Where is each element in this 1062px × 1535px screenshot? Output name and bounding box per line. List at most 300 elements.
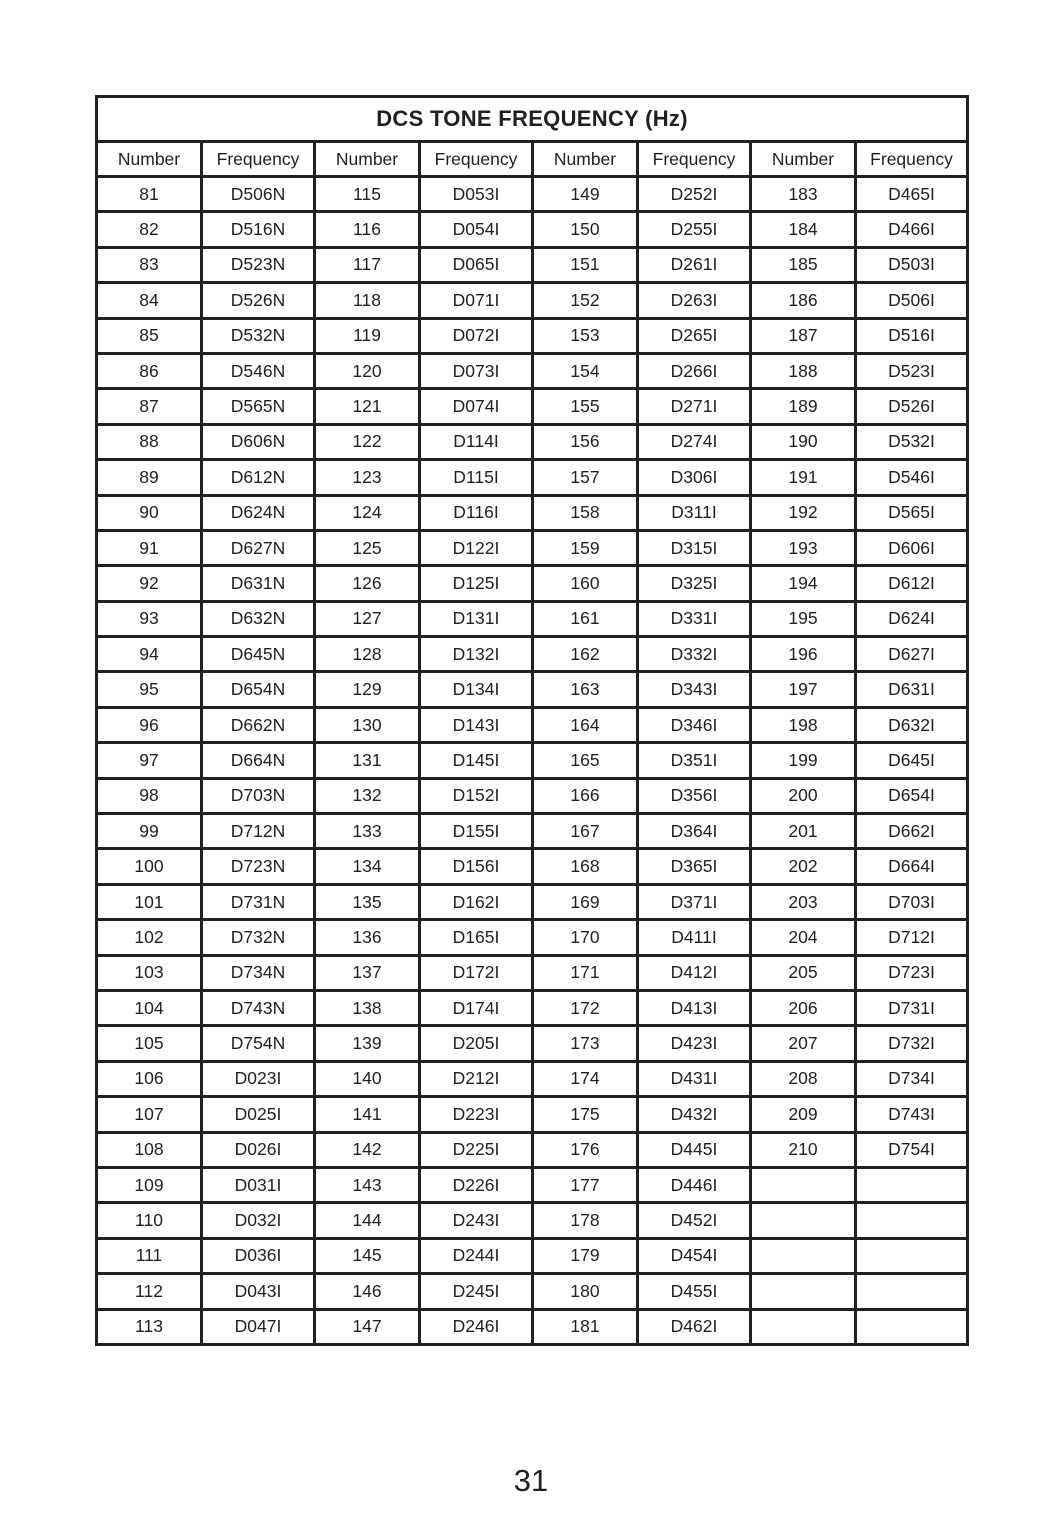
table-row <box>97 177 968 212</box>
table-row <box>97 955 968 990</box>
table-row <box>97 495 968 530</box>
number-cell: 173 <box>533 1026 638 1061</box>
frequency-cell: D351I <box>638 743 751 778</box>
number-cell: 81 <box>97 177 202 212</box>
frequency-cell: D114I <box>420 424 533 459</box>
table-row <box>97 743 968 778</box>
frequency-cell: D172I <box>420 955 533 990</box>
number-cell <box>751 1167 856 1202</box>
number-cell: 202 <box>751 849 856 884</box>
frequency-cell: D662N <box>202 707 315 742</box>
table-title-row <box>97 97 968 142</box>
number-cell: 112 <box>97 1274 202 1309</box>
frequency-cell: D754N <box>202 1026 315 1061</box>
frequency-cell: D703N <box>202 778 315 813</box>
frequency-cell: D065I <box>420 247 533 282</box>
frequency-cell: D311I <box>638 495 751 530</box>
number-cell: 153 <box>533 318 638 353</box>
number-cell: 94 <box>97 637 202 672</box>
table-row <box>97 672 968 707</box>
number-cell: 180 <box>533 1274 638 1309</box>
number-cell: 138 <box>315 990 420 1025</box>
number-cell: 152 <box>533 283 638 318</box>
frequency-cell: D332I <box>638 637 751 672</box>
frequency-cell: D445I <box>638 1132 751 1167</box>
frequency-cell: D731N <box>202 884 315 919</box>
frequency-cell: D423I <box>638 1026 751 1061</box>
number-cell: 141 <box>315 1097 420 1132</box>
number-cell: 183 <box>751 177 856 212</box>
number-cell: 174 <box>533 1061 638 1096</box>
frequency-cell: D271I <box>638 389 751 424</box>
column-header: Number <box>97 142 202 177</box>
number-cell: 164 <box>533 707 638 742</box>
number-cell: 179 <box>533 1238 638 1273</box>
number-cell: 125 <box>315 530 420 565</box>
number-cell: 111 <box>97 1238 202 1273</box>
table-row <box>97 601 968 636</box>
number-cell: 131 <box>315 743 420 778</box>
number-cell: 103 <box>97 955 202 990</box>
frequency-cell: D523I <box>856 353 968 388</box>
frequency-cell: D125I <box>420 566 533 601</box>
frequency-cell: D624I <box>856 601 968 636</box>
number-cell: 89 <box>97 460 202 495</box>
frequency-cell: D432I <box>638 1097 751 1132</box>
number-cell: 98 <box>97 778 202 813</box>
frequency-cell: D516I <box>856 318 968 353</box>
frequency-cell: D343I <box>638 672 751 707</box>
number-cell: 90 <box>97 495 202 530</box>
frequency-cell: D662I <box>856 814 968 849</box>
number-cell: 144 <box>315 1203 420 1238</box>
number-cell: 167 <box>533 814 638 849</box>
frequency-cell: D532I <box>856 424 968 459</box>
frequency-cell: D356I <box>638 778 751 813</box>
frequency-cell: D526I <box>856 389 968 424</box>
number-cell: 157 <box>533 460 638 495</box>
frequency-cell: D723I <box>856 955 968 990</box>
number-cell: 84 <box>97 283 202 318</box>
frequency-cell: D506N <box>202 177 315 212</box>
number-cell: 158 <box>533 495 638 530</box>
frequency-cell: D364I <box>638 814 751 849</box>
table-row <box>97 707 968 742</box>
frequency-cell: D462I <box>638 1309 751 1344</box>
frequency-cell: D743I <box>856 1097 968 1132</box>
number-cell: 97 <box>97 743 202 778</box>
table-row <box>97 1061 968 1096</box>
number-cell <box>751 1238 856 1273</box>
frequency-cell: D315I <box>638 530 751 565</box>
number-cell: 85 <box>97 318 202 353</box>
table-row <box>97 566 968 601</box>
frequency-cell: D506I <box>856 283 968 318</box>
frequency-cell: D565N <box>202 389 315 424</box>
table-row <box>97 424 968 459</box>
number-cell <box>751 1274 856 1309</box>
number-cell: 187 <box>751 318 856 353</box>
number-cell: 175 <box>533 1097 638 1132</box>
number-cell: 108 <box>97 1132 202 1167</box>
frequency-cell: D122I <box>420 530 533 565</box>
number-cell: 87 <box>97 389 202 424</box>
number-cell: 205 <box>751 955 856 990</box>
frequency-cell: D165I <box>420 920 533 955</box>
number-cell: 200 <box>751 778 856 813</box>
frequency-cell: D331I <box>638 601 751 636</box>
number-cell: 195 <box>751 601 856 636</box>
number-cell: 139 <box>315 1026 420 1061</box>
number-cell: 189 <box>751 389 856 424</box>
number-cell: 155 <box>533 389 638 424</box>
table-header-row <box>97 142 968 177</box>
number-cell: 172 <box>533 990 638 1025</box>
number-cell: 165 <box>533 743 638 778</box>
number-cell: 191 <box>751 460 856 495</box>
frequency-cell: D631N <box>202 566 315 601</box>
number-cell: 126 <box>315 566 420 601</box>
number-cell: 132 <box>315 778 420 813</box>
frequency-cell: D632I <box>856 707 968 742</box>
number-cell: 204 <box>751 920 856 955</box>
number-cell: 129 <box>315 672 420 707</box>
number-cell: 206 <box>751 990 856 1025</box>
frequency-cell: D413I <box>638 990 751 1025</box>
number-cell: 99 <box>97 814 202 849</box>
frequency-cell: D454I <box>638 1238 751 1273</box>
number-cell: 130 <box>315 707 420 742</box>
table-row <box>97 247 968 282</box>
frequency-cell: D743N <box>202 990 315 1025</box>
frequency-cell: D754I <box>856 1132 968 1167</box>
number-cell: 140 <box>315 1061 420 1096</box>
number-cell: 122 <box>315 424 420 459</box>
number-cell: 166 <box>533 778 638 813</box>
number-cell <box>751 1203 856 1238</box>
frequency-cell: D243I <box>420 1203 533 1238</box>
frequency-cell: D115I <box>420 460 533 495</box>
number-cell: 149 <box>533 177 638 212</box>
table-row <box>97 353 968 388</box>
number-cell: 192 <box>751 495 856 530</box>
frequency-cell: D612I <box>856 566 968 601</box>
number-cell: 178 <box>533 1203 638 1238</box>
column-header: Number <box>533 142 638 177</box>
number-cell: 92 <box>97 566 202 601</box>
frequency-cell: D071I <box>420 283 533 318</box>
number-cell: 82 <box>97 212 202 247</box>
number-cell: 96 <box>97 707 202 742</box>
frequency-cell: D074I <box>420 389 533 424</box>
frequency-cell: D226I <box>420 1167 533 1202</box>
frequency-cell: D446I <box>638 1167 751 1202</box>
number-cell: 184 <box>751 212 856 247</box>
number-cell: 201 <box>751 814 856 849</box>
number-cell: 100 <box>97 849 202 884</box>
number-cell: 188 <box>751 353 856 388</box>
number-cell: 117 <box>315 247 420 282</box>
frequency-cell: D565I <box>856 495 968 530</box>
frequency-cell: D155I <box>420 814 533 849</box>
frequency-cell: D712I <box>856 920 968 955</box>
frequency-cell: D431I <box>638 1061 751 1096</box>
frequency-cell: D131I <box>420 601 533 636</box>
frequency-cell: D412I <box>638 955 751 990</box>
table-title: DCS TONE FREQUENCY (Hz) <box>97 97 968 142</box>
frequency-cell: D466I <box>856 212 968 247</box>
frequency-cell: D546I <box>856 460 968 495</box>
frequency-cell: D703I <box>856 884 968 919</box>
frequency-cell: D532N <box>202 318 315 353</box>
frequency-cell: D732N <box>202 920 315 955</box>
frequency-cell: D465I <box>856 177 968 212</box>
frequency-cell: D731I <box>856 990 968 1025</box>
frequency-cell: D047I <box>202 1309 315 1344</box>
frequency-cell: D263I <box>638 283 751 318</box>
number-cell: 145 <box>315 1238 420 1273</box>
number-cell: 83 <box>97 247 202 282</box>
frequency-cell: D156I <box>420 849 533 884</box>
number-cell: 170 <box>533 920 638 955</box>
frequency-cell: D023I <box>202 1061 315 1096</box>
column-header: Number <box>751 142 856 177</box>
frequency-cell <box>856 1203 968 1238</box>
number-cell: 128 <box>315 637 420 672</box>
number-cell: 88 <box>97 424 202 459</box>
frequency-cell: D627I <box>856 637 968 672</box>
number-cell: 150 <box>533 212 638 247</box>
frequency-cell <box>856 1309 968 1344</box>
number-cell: 171 <box>533 955 638 990</box>
number-cell: 176 <box>533 1132 638 1167</box>
frequency-cell: D265I <box>638 318 751 353</box>
frequency-cell: D732I <box>856 1026 968 1061</box>
frequency-cell <box>856 1238 968 1273</box>
frequency-cell: D223I <box>420 1097 533 1132</box>
number-cell: 210 <box>751 1132 856 1167</box>
number-cell: 197 <box>751 672 856 707</box>
frequency-cell: D627N <box>202 530 315 565</box>
frequency-cell: D645I <box>856 743 968 778</box>
table-row <box>97 990 968 1025</box>
frequency-cell <box>856 1167 968 1202</box>
number-cell: 163 <box>533 672 638 707</box>
frequency-cell: D244I <box>420 1238 533 1273</box>
frequency-cell: D452I <box>638 1203 751 1238</box>
dcs-tone-frequency-table <box>95 95 969 1346</box>
frequency-cell: D734I <box>856 1061 968 1096</box>
number-cell: 121 <box>315 389 420 424</box>
frequency-cell: D143I <box>420 707 533 742</box>
frequency-cell: D255I <box>638 212 751 247</box>
number-cell: 185 <box>751 247 856 282</box>
frequency-cell: D346I <box>638 707 751 742</box>
number-cell: 95 <box>97 672 202 707</box>
number-cell: 118 <box>315 283 420 318</box>
frequency-cell <box>856 1274 968 1309</box>
frequency-cell: D631I <box>856 672 968 707</box>
frequency-cell: D043I <box>202 1274 315 1309</box>
frequency-cell: D306I <box>638 460 751 495</box>
frequency-cell: D162I <box>420 884 533 919</box>
number-cell: 208 <box>751 1061 856 1096</box>
number-cell: 86 <box>97 353 202 388</box>
column-header: Frequency <box>856 142 968 177</box>
table-row <box>97 1203 968 1238</box>
number-cell: 198 <box>751 707 856 742</box>
number-cell: 186 <box>751 283 856 318</box>
frequency-cell: D261I <box>638 247 751 282</box>
number-cell: 101 <box>97 884 202 919</box>
frequency-cell: D145I <box>420 743 533 778</box>
number-cell: 203 <box>751 884 856 919</box>
number-cell: 107 <box>97 1097 202 1132</box>
number-cell: 190 <box>751 424 856 459</box>
number-cell: 115 <box>315 177 420 212</box>
number-cell: 199 <box>751 743 856 778</box>
frequency-cell: D134I <box>420 672 533 707</box>
number-cell: 135 <box>315 884 420 919</box>
frequency-cell: D526N <box>202 283 315 318</box>
table-row <box>97 814 968 849</box>
number-cell: 109 <box>97 1167 202 1202</box>
frequency-cell: D723N <box>202 849 315 884</box>
frequency-cell: D712N <box>202 814 315 849</box>
number-cell: 161 <box>533 601 638 636</box>
number-cell: 133 <box>315 814 420 849</box>
frequency-cell: D664N <box>202 743 315 778</box>
table-row <box>97 530 968 565</box>
number-cell: 159 <box>533 530 638 565</box>
number-cell: 91 <box>97 530 202 565</box>
frequency-cell: D225I <box>420 1132 533 1167</box>
number-cell: 162 <box>533 637 638 672</box>
column-header: Frequency <box>638 142 751 177</box>
number-cell: 156 <box>533 424 638 459</box>
number-cell: 194 <box>751 566 856 601</box>
number-cell: 123 <box>315 460 420 495</box>
frequency-cell: D266I <box>638 353 751 388</box>
table-row <box>97 460 968 495</box>
frequency-cell: D205I <box>420 1026 533 1061</box>
frequency-cell: D371I <box>638 884 751 919</box>
number-cell: 104 <box>97 990 202 1025</box>
table-row <box>97 1132 968 1167</box>
table-row <box>97 1274 968 1309</box>
table-body <box>97 177 968 1345</box>
frequency-cell: D455I <box>638 1274 751 1309</box>
number-cell: 209 <box>751 1097 856 1132</box>
frequency-cell: D632N <box>202 601 315 636</box>
table-row <box>97 1097 968 1132</box>
table-row <box>97 212 968 247</box>
number-cell: 177 <box>533 1167 638 1202</box>
number-cell: 113 <box>97 1309 202 1344</box>
frequency-cell: D026I <box>202 1132 315 1167</box>
number-cell: 154 <box>533 353 638 388</box>
frequency-cell: D411I <box>638 920 751 955</box>
frequency-cell: D606N <box>202 424 315 459</box>
frequency-cell: D054I <box>420 212 533 247</box>
number-cell: 116 <box>315 212 420 247</box>
number-cell <box>751 1309 856 1344</box>
number-cell: 169 <box>533 884 638 919</box>
frequency-cell: D032I <box>202 1203 315 1238</box>
number-cell: 196 <box>751 637 856 672</box>
number-cell: 193 <box>751 530 856 565</box>
frequency-cell: D152I <box>420 778 533 813</box>
table-row <box>97 1026 968 1061</box>
frequency-cell: D516N <box>202 212 315 247</box>
number-cell: 136 <box>315 920 420 955</box>
frequency-cell: D612N <box>202 460 315 495</box>
frequency-cell: D031I <box>202 1167 315 1202</box>
number-cell: 137 <box>315 955 420 990</box>
frequency-cell: D245I <box>420 1274 533 1309</box>
frequency-cell: D053I <box>420 177 533 212</box>
table-row <box>97 637 968 672</box>
frequency-cell: D174I <box>420 990 533 1025</box>
number-cell: 119 <box>315 318 420 353</box>
frequency-cell: D325I <box>638 566 751 601</box>
number-cell: 146 <box>315 1274 420 1309</box>
frequency-cell: D212I <box>420 1061 533 1096</box>
number-cell: 134 <box>315 849 420 884</box>
frequency-cell: D025I <box>202 1097 315 1132</box>
table-row <box>97 318 968 353</box>
table-row <box>97 283 968 318</box>
number-cell: 106 <box>97 1061 202 1096</box>
frequency-cell: D645N <box>202 637 315 672</box>
number-cell: 181 <box>533 1309 638 1344</box>
frequency-cell: D503I <box>856 247 968 282</box>
frequency-cell: D624N <box>202 495 315 530</box>
number-cell: 151 <box>533 247 638 282</box>
number-cell: 160 <box>533 566 638 601</box>
number-cell: 93 <box>97 601 202 636</box>
number-cell: 147 <box>315 1309 420 1344</box>
column-header: Frequency <box>420 142 533 177</box>
number-cell: 142 <box>315 1132 420 1167</box>
frequency-cell: D274I <box>638 424 751 459</box>
table-row <box>97 849 968 884</box>
number-cell: 102 <box>97 920 202 955</box>
number-cell: 120 <box>315 353 420 388</box>
number-cell: 127 <box>315 601 420 636</box>
table-row <box>97 778 968 813</box>
number-cell: 110 <box>97 1203 202 1238</box>
frequency-cell: D523N <box>202 247 315 282</box>
number-cell: 143 <box>315 1167 420 1202</box>
number-cell: 124 <box>315 495 420 530</box>
page-number: 31 <box>513 1463 549 1498</box>
frequency-cell: D546N <box>202 353 315 388</box>
table-row <box>97 1309 968 1344</box>
frequency-cell: D606I <box>856 530 968 565</box>
table-row <box>97 920 968 955</box>
table-row <box>97 389 968 424</box>
number-cell: 105 <box>97 1026 202 1061</box>
frequency-cell: D664I <box>856 849 968 884</box>
column-header: Frequency <box>202 142 315 177</box>
frequency-cell: D734N <box>202 955 315 990</box>
frequency-cell: D654N <box>202 672 315 707</box>
table-row <box>97 1238 968 1273</box>
frequency-cell: D365I <box>638 849 751 884</box>
number-cell: 207 <box>751 1026 856 1061</box>
frequency-cell: D073I <box>420 353 533 388</box>
